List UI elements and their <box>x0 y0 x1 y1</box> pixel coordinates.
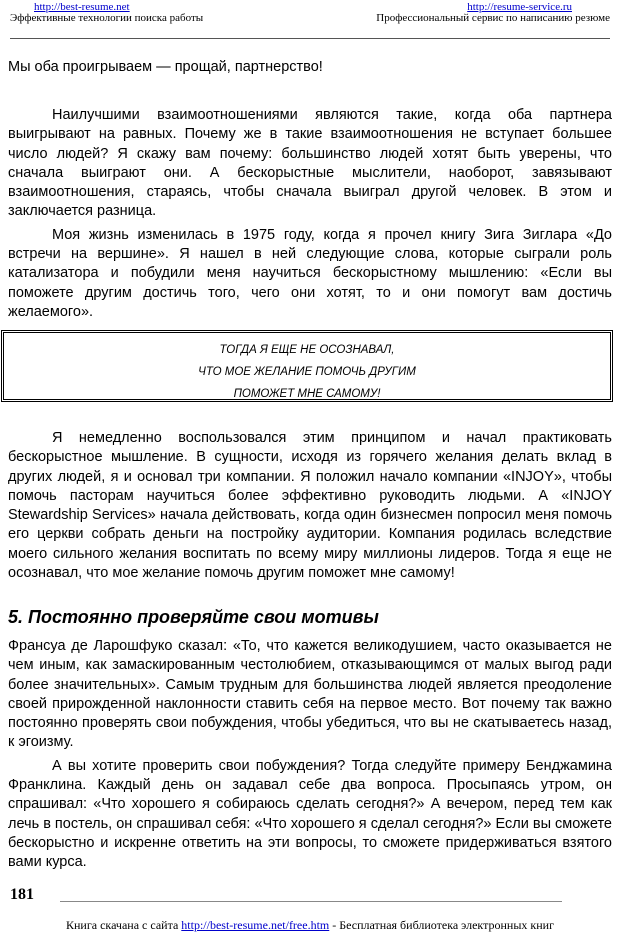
footer-divider <box>60 901 562 902</box>
page-header <box>10 0 610 40</box>
quote-line: ЧТО МОЕ ЖЕЛАНИЕ ПОМОЧЬ ДРУГИМ <box>198 366 416 378</box>
footer-prefix: Книга скачана с сайта <box>66 918 179 932</box>
pull-quote <box>1 330 613 402</box>
header-divider <box>10 38 610 39</box>
paragraph-block-3 <box>8 637 612 873</box>
header-left-text: Эффективные технологии поиска работы <box>10 12 204 24</box>
page-body <box>8 58 612 77</box>
header-right-link[interactable]: http://resume-service.ru <box>467 1 572 13</box>
header-right-text: Профессиональный сервис по написанию резюме <box>376 12 610 24</box>
footer-suffix: - Бесплатная библиотека электронных книг <box>332 918 554 932</box>
paragraph-intro: Мы оба проигрываем — прощай, партнерство! <box>8 59 323 75</box>
header-left-link[interactable]: http://best-resume.net <box>34 1 130 13</box>
paragraph: Франсуа де Ларошфуко сказал: «То, что кажется великодушием, часто оказывается не чем иным, как замаскированным честолюбием, отказывающимся от малых выгод ради более значительных». Самым трудным для большинства людей является преодоление своей прирожденной наклонности ставить себя на первое место. Вот почему так важно постоянно проверять свои побуждения, чтобы убедиться, что вы не скатываетесь назад, к эгоизму. <box>8 638 612 751</box>
page-number: 181 <box>10 886 34 903</box>
footer-link[interactable]: http://best-resume.net/free.htm <box>181 918 330 932</box>
page-footer <box>0 918 620 933</box>
quote-line: ПОМОЖЕТ МНЕ САМОМУ! <box>233 388 381 400</box>
paragraph: Моя жизнь изменилась в 1975 году, когда я прочел книгу Зига Зиглара «До встречи на вершине». Я нашел в ней следующие слова, которые сыграли роль катализатора и побудили меня научиться бескорыстному мышлению: «Если вы поможете другим достичь того, чего они хотят, то и они помогут вам достичь желаемого». <box>8 226 612 320</box>
paragraph: Наилучшими взаимоотношениями являются такие, когда оба партнера выигрывают на равных. Почему же в такие взаимоотношения не вступает большее число людей? Я скажу вам почему: большинство людей хотят быть уверены, что сначала выиграют они. А бескорыстные мыслители, наоборот, завязывают взаимоотношения, стараясь, чтобы сначала выиграл другой человек. В этом и заключается разница. <box>8 107 612 220</box>
paragraph: А вы хотите проверить свои побуждения? Тогда следуйте примеру Бенджамина Франклина. Каждый день он задавал себе два вопроса. Просыпаясь утром, он спрашивал: «Что хорошего я собираюсь сделать сегодня?» А вечером, перед тем как лечь в постель, он спрашивал себя: «Что хорошего я сделал сегодня?» Если вы сможете бескорыстно и искренне ответить на эти вопросы, то сможете придерживаться взятого вами курса. <box>8 757 612 871</box>
quote-line: ТОГДА Я ЕЩЕ НЕ ОСОЗНАВАЛ, <box>219 344 395 356</box>
section-heading: 5. Постоянно проверяйте свои мотивы <box>8 607 379 627</box>
paragraph: Я немедленно воспользовался этим принципом и начал практиковать бескорыстное мышление. В сущности, исходя из горячего желания делать вклад в других людей, я и основал три компании. Я положил начало компании «INJOY», чтобы помочь пасторам научиться более эффективно руководить людьми. А «INJOY Stewardship Services» начала действовать, когда один бизнесмен попросил меня помочь его церкви собрать деньги на постройку аудитории. Компания родилась вследствие моего сильного желания воспитать по всему миру миллионы лидеров. Тогда я еще не осознавал, что мое желание помочь другим поможет мне самому! <box>8 430 612 582</box>
paragraph-block-1 <box>8 106 612 322</box>
paragraph-block-2 <box>8 429 612 583</box>
